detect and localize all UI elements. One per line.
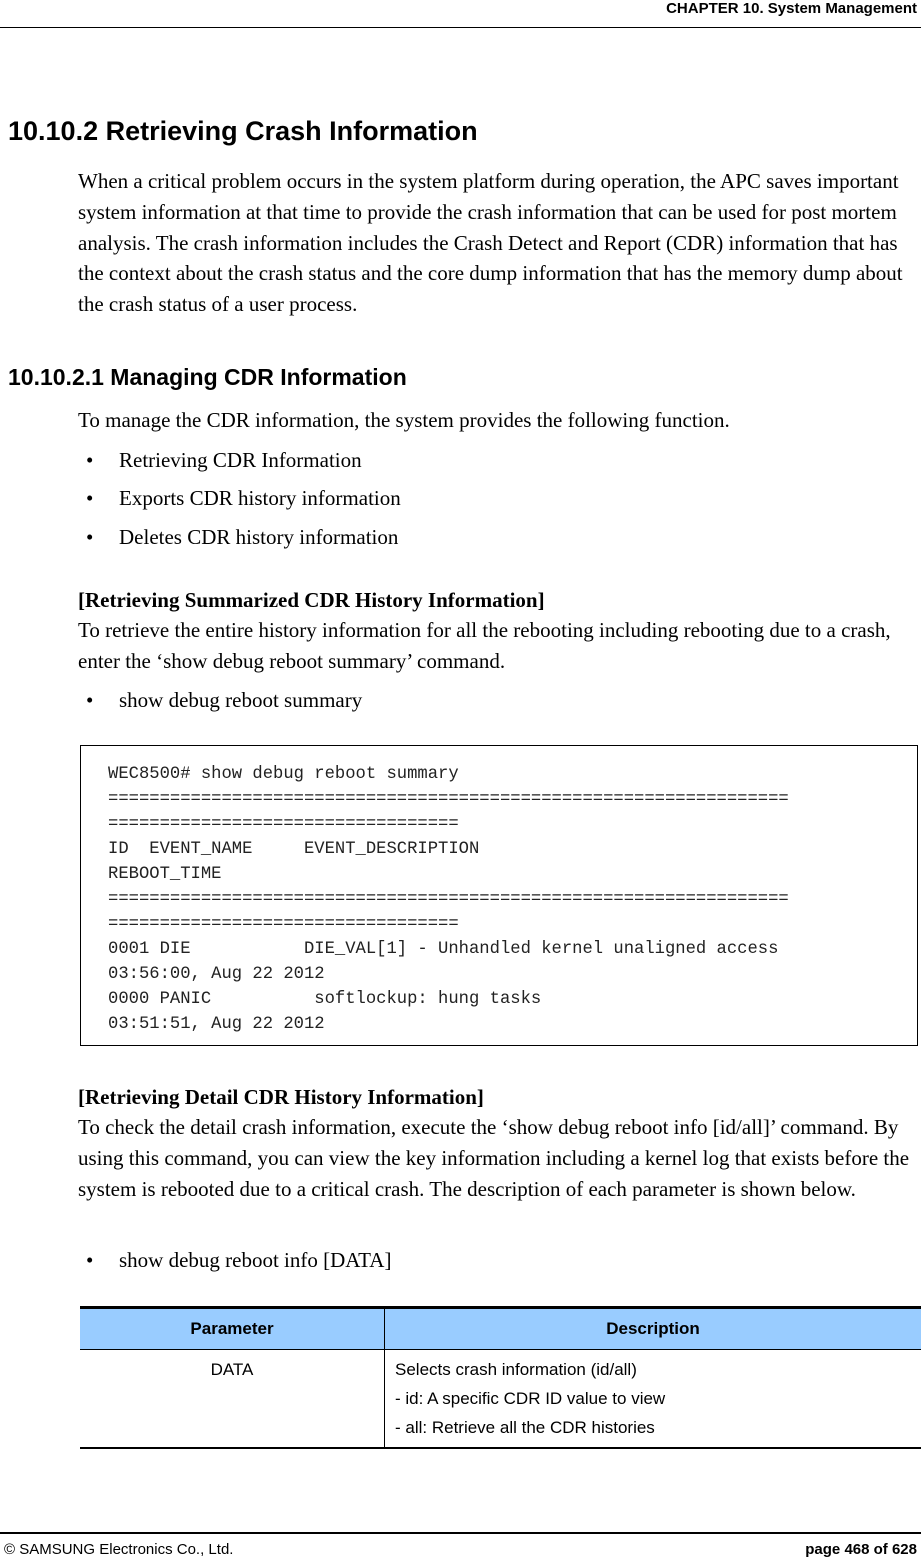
bullet-icon: • [86, 525, 94, 549]
section-title: 10.10.2 Retrieving Crash Information [8, 116, 478, 146]
detail-heading: [Retrieving Detail CDR History Information] [78, 1085, 484, 1109]
list-item: • Retrieving CDR Information [86, 445, 362, 475]
summary-text: To retrieve the entire history information for all the rebooting including rebooting due to a crash, enter the ‘show debug reboot summary’ command. [78, 618, 891, 673]
code-block [80, 745, 918, 1046]
subsection-title: 10.10.2.1 Managing CDR Information [8, 364, 407, 390]
list-item: • Deletes CDR history information [86, 522, 398, 552]
header-divider [0, 27, 921, 28]
parameter-table [80, 1306, 921, 1449]
bullet-icon: • [86, 1248, 94, 1272]
page-number: page 468 of 628 [805, 1541, 917, 1558]
section-intro: When a critical problem occurs in the system platform during operation, the APC saves important system information at that time to provide the crash information that can be used for post mortem analysis. The crash information includes the Crash Detect and Report (CDR) information that has the context about the crash status and the core dump information that has the memory dump about the crash status of a user process. [78, 169, 903, 317]
param-cell: DATA [210, 1360, 254, 1379]
summary-heading: [Retrieving Summarized CDR History Information] [78, 588, 545, 612]
column-header-parameter: Parameter [190, 1319, 274, 1338]
copyright: © SAMSUNG Electronics Co., Ltd. [4, 1541, 234, 1558]
footer-divider [0, 1532, 921, 1534]
bullet-icon: • [86, 688, 94, 712]
table-header-row [80, 1308, 921, 1350]
column-header-description: Description [385, 1308, 921, 1350]
list-item: • show debug reboot info [DATA] [86, 1245, 391, 1275]
list-item: • Exports CDR history information [86, 483, 401, 513]
bullet-icon: • [86, 448, 94, 472]
desc-cell: Selects crash information (id/all) - id: A specific CDR ID value to view - all: Retrieve all the CDR histories [385, 1350, 921, 1449]
detail-text: To check the detail crash information, execute the ‘show debug reboot info [id/all]’ command. By using this command, you can view the key information including a kernel log that exists before the system is rebooted due to a critical crash. The description of each parameter is shown below. [78, 1115, 910, 1201]
subsection-intro: To manage the CDR information, the system provides the following function. [78, 408, 730, 432]
code-output: WEC8500# show debug reboot summary ================================================================== ================================== ID EVENT_NAME EVENT_DESCRIPTION REBOOT_TIME ================================================================== ================================== 0001 DIE DIE_VAL[1] - Unhandled kernel unaligned access 03:56:00, Aug 22 2012 0000 PANIC softlockup: hung tasks 03:51:51, Aug 22 2012 [108, 765, 789, 1034]
chapter-header: CHAPTER 10. System Management [666, 0, 917, 17]
list-item: • show debug reboot summary [86, 685, 362, 715]
bullet-icon: • [86, 486, 94, 510]
table-row [80, 1350, 921, 1449]
